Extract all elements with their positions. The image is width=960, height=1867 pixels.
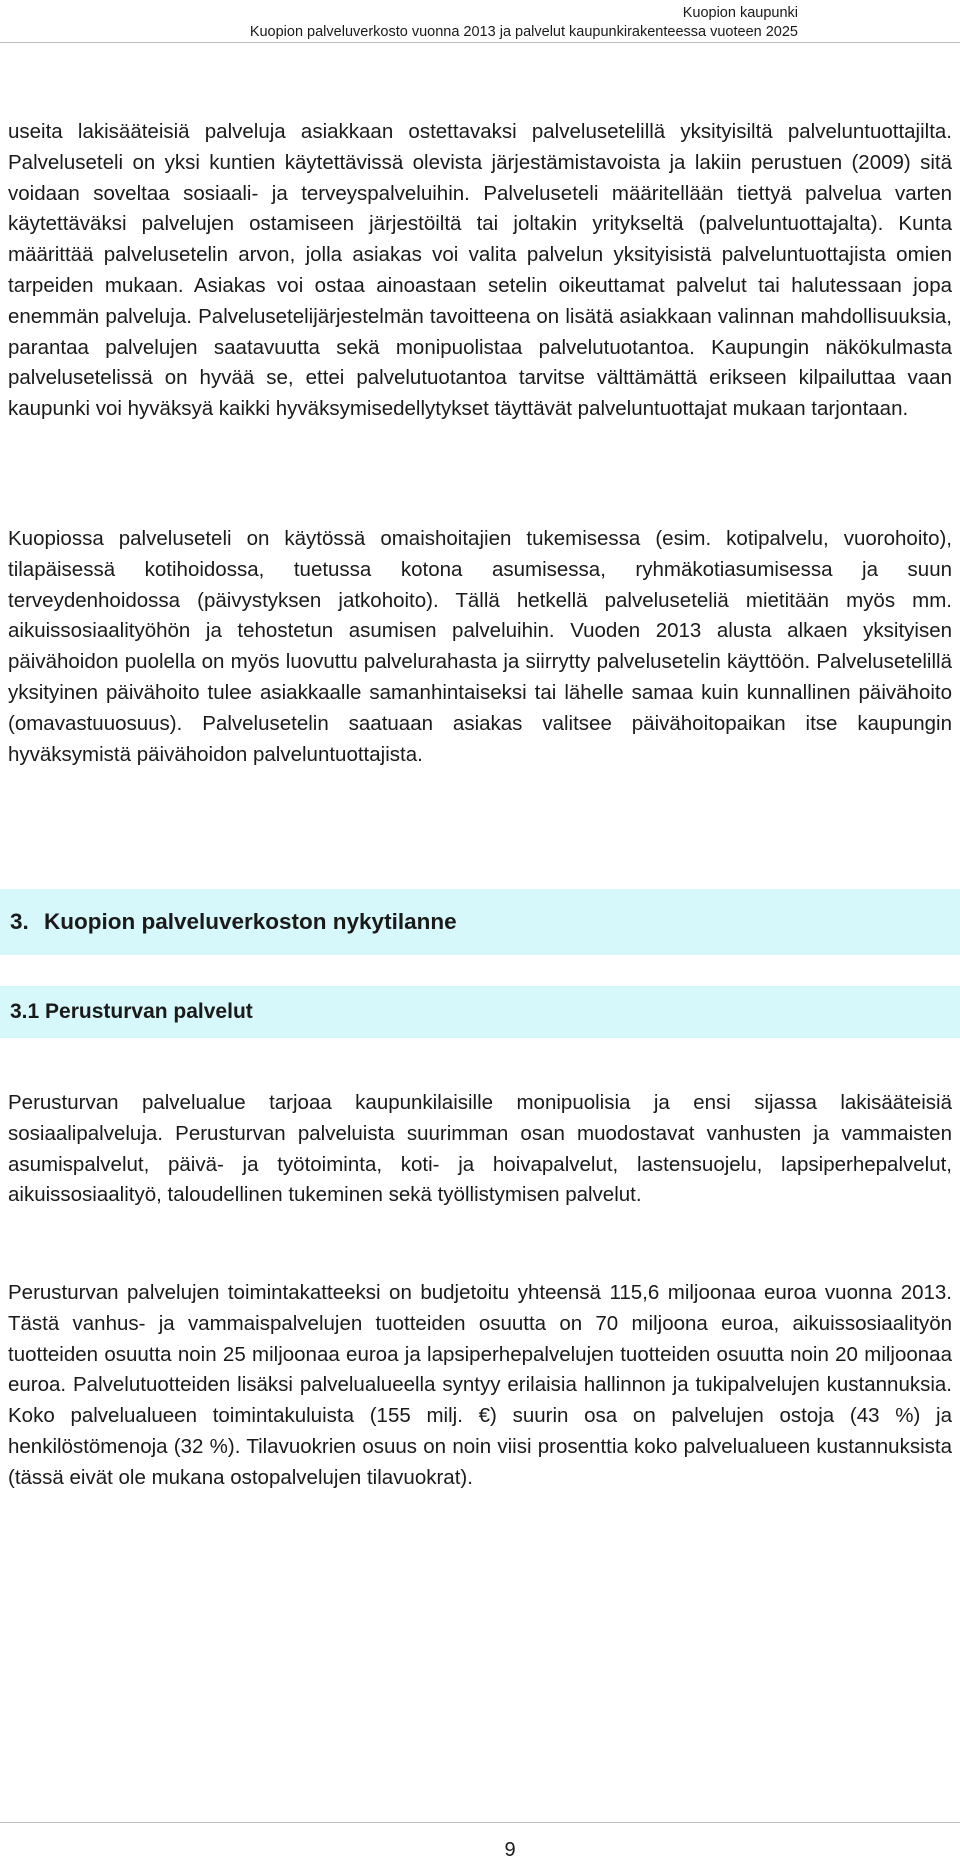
body-paragraph: Perusturvan palvelujen toimintakatteeksi on budjetoitu yhteensä 115,6 miljoonaa euroa vuonna 2013. Tästä vanhus- ja vammaispalvelujen tuotteiden osuutta on 70 miljoona euroa, aikuissosiaalityön tuotteiden osuutta noin 25 miljoonaa euroa ja lapsiperhepalvelujen tuotteiden osuutta noin 20 miljoonaa euroa. Palvelutuotteiden lisäksi palvelualueella syntyy erilaisia hallinnon ja tukipalvelujen kustannuksia. Koko palvelualueen toimintakuluista (155 milj. €) suurin osa on palvelujen ostoja (43 %) ja henkilöstömenoja (32 %). Tilavuokrien osuus on noin viisi prosenttia koko palvelualueen kustannuksista (tässä eivät ole mukana ostopalvelujen tilavuokrat). — [8, 1281, 952, 1489]
footer-divider — [0, 1822, 960, 1823]
section-number: 3. — [10, 909, 29, 934]
subsection-heading — [0, 986, 960, 1038]
header-divider — [0, 42, 960, 43]
header-organization: Kuopion kaupunki — [682, 5, 798, 21]
body-paragraph: Perusturvan palvelualue tarjoaa kaupunkilaisille monipuolisia ja ensi sijassa lakisääteisiä sosiaalipalveluja. Perusturvan palveluista suurimman osan muodostavat vanhusten ja vammaisten asumispalvelut, päivä- ja työtoiminta, koti- ja hoivapalvelut, lastensuojelu, lapsiperhepalvelut, aikuissosiaalityö, taloudellinen tukeminen sekä työllistymisen palvelut. — [8, 1091, 952, 1207]
header-document-title: Kuopion palveluverkosto vuonna 2013 ja palvelut kaupunkirakenteessa vuoteen 2025 — [249, 24, 798, 40]
section-heading — [0, 889, 960, 955]
page-number: 9 — [504, 1839, 516, 1861]
body-paragraph: Kuopiossa palveluseteli on käytössä omaishoitajien tukemisessa (esim. kotipalvelu, vuorohoito), tilapäisessä kotihoidossa, tuetussa kotona asumisessa, ryhmäkotiasumisessa ja suun terveydenhoidossa (päivystyksen jatkohoito). Tällä hetkellä palveluseteliä mietitään myös mm. aikuissosiaalityöhön ja tehostetun asumisen palveluihin. Vuoden 2013 alusta alkaen yksityisen päivähoidon puolella on myös luovuttu palvelurahasta ja siirrytty palvelusetelin käyttöön. Palvelusetelillä yksityinen päivähoito tulee asiakkaalle samanhintaiseksi tai lähelle samaa kuin kunnallinen päivähoito (omavastuuosuus). Palvelusetelin saatuaan asiakas valitsee päivähoitopaikan itse kaupungin hyväksymistä päivähoidon palveluntuottajista. — [8, 527, 952, 766]
page-header — [250, 4, 798, 42]
section-title: Kuopion palveluverkoston nykytilanne — [44, 909, 457, 934]
body-paragraph: useita lakisääteisiä palveluja asiakkaan ostettavaksi palvelusetelillä yksityisiltä palveluntuottajilta. Palveluseteli on yksi kuntien käytettävissä olevista järjestämistavoista ja lakiin perustuen (2009) sitä voidaan soveltaa sosiaali- ja terveyspalveluihin. Palveluseteli määritellään tiettyä palvelua varten käytettäväksi palvelujen ostamiseen järjestöiltä tai joltakin yritykseltä (palveluntuottajalta). Kunta määrittää palvelusetelin arvon, jolla asiakas voi valita palvelun yksityisistä palveluntuottajista omien tarpeiden mukaan. Asiakas voi ostaa ainoastaan setelin oikeuttamat palvelut tai halutessaan jopa enemmän palveluja. Palvelusetelijärjestelmän tavoitteena on lisätä asiakkaan valinnan mahdollisuuksia, parantaa palvelujen saatavuutta sekä monipuolistaa palvelutuotantoa. Kaupungin näkökulmasta palvelusetelissä on hyvää se, ettei palvelutuotantoa tarvitse välttämättä erikseen kilpailuttaa vaan kaupunki voi hyväksyä kaikki hyväksymisedellytykset täyttävät palveluntuottajat mukaan tarjontaan. — [8, 120, 952, 421]
subsection-title: 3.1 Perusturvan palvelut — [10, 1000, 253, 1023]
